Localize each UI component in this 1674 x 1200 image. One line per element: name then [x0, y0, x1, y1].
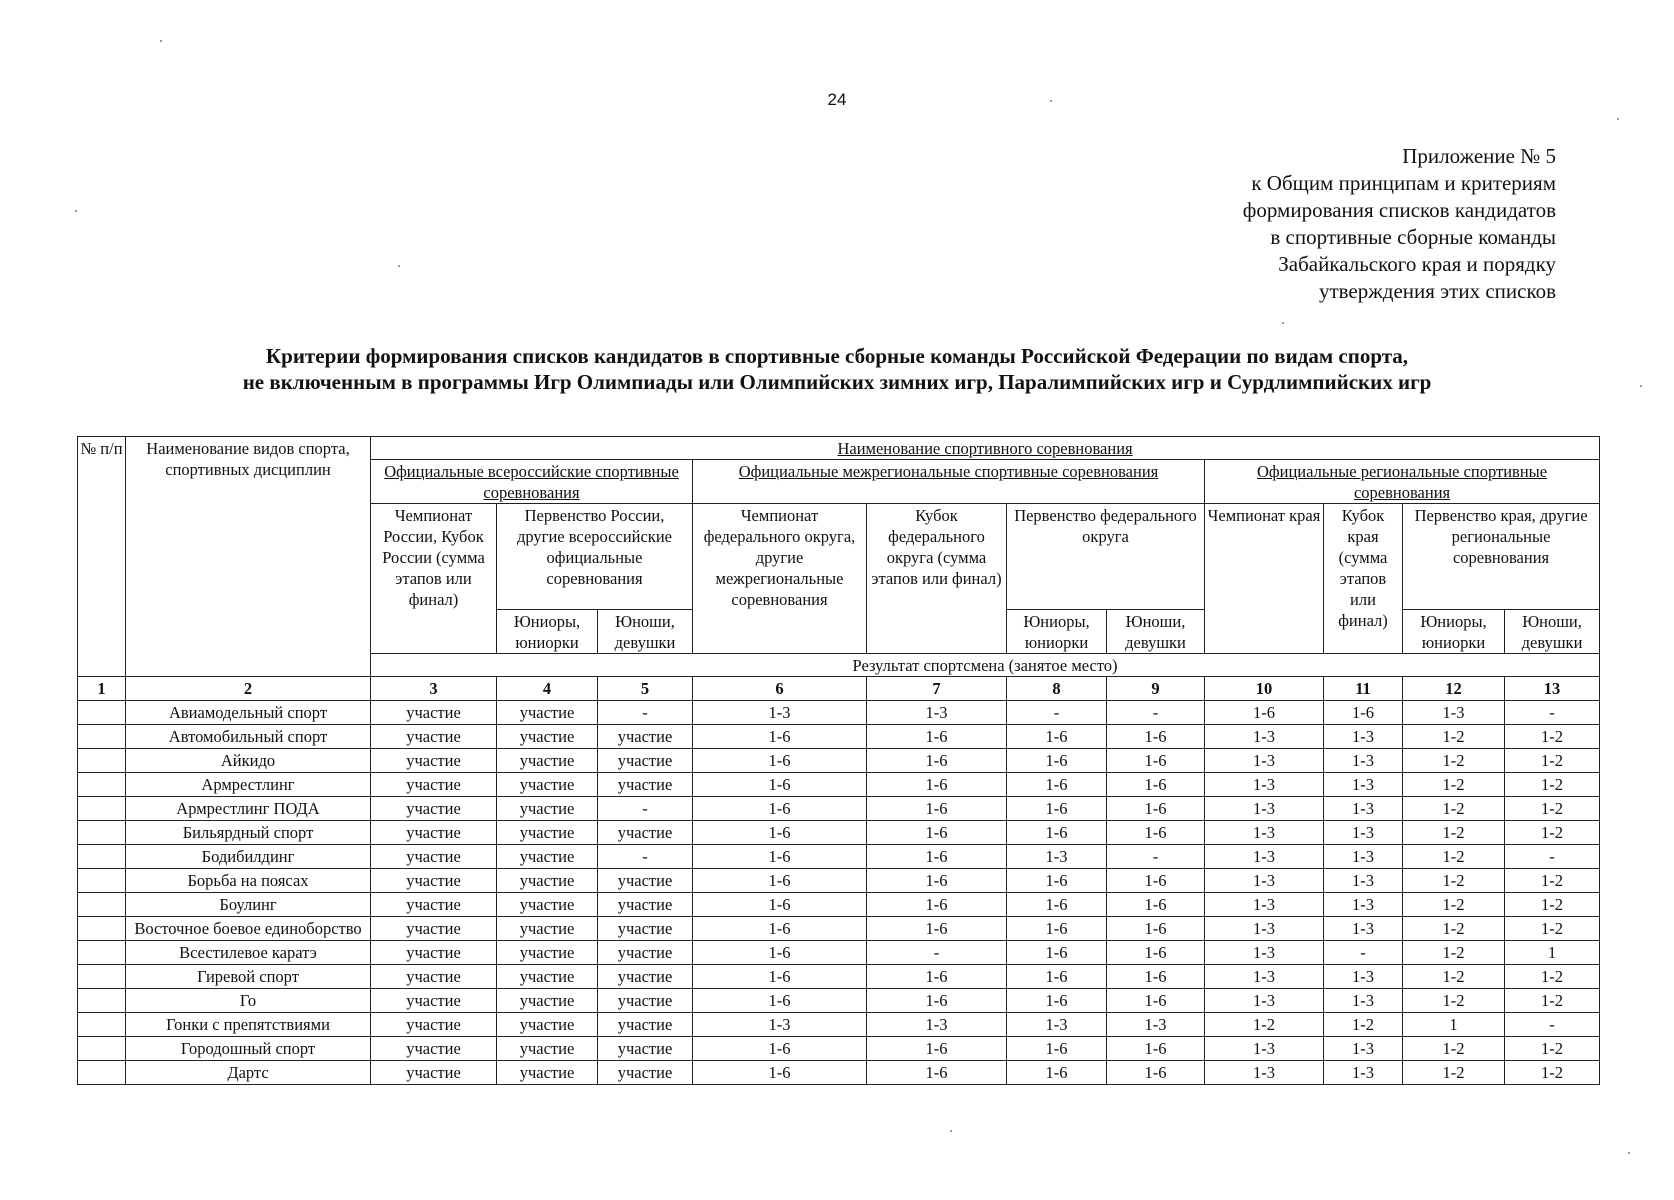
result-cell-c12: 1-2 — [1403, 1037, 1505, 1061]
title-line-2: не включенным в программы Игр Олимпиады или Олимпийских зимних игр, Паралимпийских игр и Сурдлимпийских игр — [242, 370, 1432, 394]
result-cell-c8: 1-6 — [1007, 965, 1107, 989]
criteria-table — [77, 436, 1600, 1085]
result-cell-c3: участие — [371, 749, 497, 773]
result-cell-c7: 1-6 — [867, 893, 1007, 917]
result-cell-c6: 1-6 — [693, 725, 867, 749]
row-number-cell — [78, 821, 126, 845]
header-col5: Юноши, девушки — [598, 610, 693, 654]
result-cell-c7: 1-6 — [867, 845, 1007, 869]
result-cell-c11: 1-3 — [1324, 725, 1403, 749]
result-cell-c6: 1-6 — [693, 965, 867, 989]
column-number: 11 — [1324, 677, 1403, 701]
header-group-all-russian-text: Официальные всероссийские спортивные соревнования — [384, 462, 679, 502]
result-cell-c5: - — [598, 797, 693, 821]
result-cell-c3: участие — [371, 989, 497, 1013]
result-cell-c10: 1-3 — [1205, 1037, 1324, 1061]
result-cell-c11: 1-3 — [1324, 797, 1403, 821]
result-cell-c8: 1-3 — [1007, 845, 1107, 869]
result-cell-c6: 1-6 — [693, 1037, 867, 1061]
result-cell-c7: 1-6 — [867, 797, 1007, 821]
result-cell-c10: 1-3 — [1205, 797, 1324, 821]
result-cell-c6: 1-6 — [693, 773, 867, 797]
column-number: 12 — [1403, 677, 1505, 701]
result-cell-c12: 1-2 — [1403, 821, 1505, 845]
result-cell-c13: - — [1505, 1013, 1600, 1037]
header-col89: Первенство федерального округа — [1007, 504, 1205, 610]
result-cell-c8: 1-6 — [1007, 797, 1107, 821]
result-cell-c12: 1-2 — [1403, 749, 1505, 773]
row-number-cell — [78, 869, 126, 893]
header-sport-name: Наименование видов спорта, спортивных дисциплин — [126, 437, 371, 677]
result-cell-c9: 1-6 — [1107, 893, 1205, 917]
result-cell-c3: участие — [371, 1013, 497, 1037]
result-cell-c12: 1-2 — [1403, 869, 1505, 893]
result-cell-c7: 1-3 — [867, 1013, 1007, 1037]
row-number-cell — [78, 1013, 126, 1037]
result-cell-c9: 1-6 — [1107, 797, 1205, 821]
result-cell-c7: 1-6 — [867, 821, 1007, 845]
result-cell-c4: участие — [497, 701, 598, 725]
row-number-cell — [78, 749, 126, 773]
result-cell-c12: 1-2 — [1403, 1061, 1505, 1085]
header-col1213: Первенство края, другие региональные соревнования — [1403, 504, 1600, 610]
result-cell-c8: 1-6 — [1007, 941, 1107, 965]
table-row — [78, 941, 1600, 965]
result-cell-c4: участие — [497, 941, 598, 965]
column-number: 8 — [1007, 677, 1107, 701]
sport-name-cell: Авиамодельный спорт — [126, 701, 371, 725]
row-number-cell — [78, 893, 126, 917]
result-cell-c3: участие — [371, 845, 497, 869]
table-row — [78, 869, 1600, 893]
row-number-cell — [78, 701, 126, 725]
result-cell-c13: 1-2 — [1505, 821, 1600, 845]
sport-name-cell: Гонки с препятствиями — [126, 1013, 371, 1037]
result-cell-c11: - — [1324, 941, 1403, 965]
result-cell-c8: - — [1007, 701, 1107, 725]
result-cell-c13: 1-2 — [1505, 773, 1600, 797]
sport-name-cell: Бодибилдинг — [126, 845, 371, 869]
result-cell-c11: 1-3 — [1324, 749, 1403, 773]
appendix-line: в спортивные сборные команды — [1270, 225, 1556, 249]
appendix-note — [1243, 143, 1556, 305]
result-cell-c4: участие — [497, 1061, 598, 1085]
row-number-cell — [78, 797, 126, 821]
result-cell-c9: 1-6 — [1107, 1037, 1205, 1061]
result-cell-c9: 1-6 — [1107, 749, 1205, 773]
table-row — [78, 989, 1600, 1013]
result-cell-c10: 1-3 — [1205, 941, 1324, 965]
result-cell-c8: 1-6 — [1007, 773, 1107, 797]
column-number: 4 — [497, 677, 598, 701]
result-cell-c11: 1-3 — [1324, 965, 1403, 989]
sport-name-cell: Автомобильный спорт — [126, 725, 371, 749]
result-cell-c13: 1-2 — [1505, 917, 1600, 941]
header-group-regional-text: Официальные региональные спортивные соревнования — [1257, 462, 1548, 502]
result-cell-c13: - — [1505, 701, 1600, 725]
result-cell-c4: участие — [497, 797, 598, 821]
result-cell-c9: 1-3 — [1107, 1013, 1205, 1037]
result-cell-c5: - — [598, 845, 693, 869]
result-cell-c3: участие — [371, 773, 497, 797]
result-cell-c9: 1-6 — [1107, 917, 1205, 941]
result-cell-c7: 1-6 — [867, 917, 1007, 941]
result-cell-c13: 1-2 — [1505, 1061, 1600, 1085]
table-row — [78, 893, 1600, 917]
result-cell-c5: участие — [598, 725, 693, 749]
scan-speck — [398, 265, 400, 267]
table-row — [78, 701, 1600, 725]
header-col13: Юноши, девушки — [1505, 610, 1600, 654]
table-row — [78, 797, 1600, 821]
result-cell-c5: участие — [598, 917, 693, 941]
sport-name-cell: Дартс — [126, 1061, 371, 1085]
row-number-cell — [78, 965, 126, 989]
column-number: 10 — [1205, 677, 1324, 701]
scan-speck — [1628, 1152, 1630, 1154]
result-cell-c11: 1-3 — [1324, 893, 1403, 917]
scan-speck — [950, 1130, 952, 1132]
result-cell-c6: 1-6 — [693, 749, 867, 773]
result-cell-c4: участие — [497, 1037, 598, 1061]
result-cell-c13: 1-2 — [1505, 989, 1600, 1013]
result-cell-c3: участие — [371, 1037, 497, 1061]
header-col4: Юниоры, юниорки — [497, 610, 598, 654]
result-cell-c8: 1-6 — [1007, 749, 1107, 773]
header-col6: Чемпионат федерального округа, другие межрегиональные соревнования — [693, 504, 867, 654]
result-cell-c11: 1-3 — [1324, 845, 1403, 869]
header-result: Результат спортсмена (занятое место) — [371, 654, 1600, 677]
result-cell-c11: 1-3 — [1324, 989, 1403, 1013]
result-cell-c4: участие — [497, 749, 598, 773]
result-cell-c12: 1-2 — [1403, 965, 1505, 989]
document-title — [0, 343, 1674, 395]
sport-name-cell: Айкидо — [126, 749, 371, 773]
result-cell-c6: 1-6 — [693, 1061, 867, 1085]
result-cell-c12: 1-2 — [1403, 989, 1505, 1013]
header-group-regional — [1205, 460, 1600, 504]
result-cell-c3: участие — [371, 1061, 497, 1085]
result-cell-c3: участие — [371, 869, 497, 893]
result-cell-c10: 1-3 — [1205, 1061, 1324, 1085]
row-number-cell — [78, 725, 126, 749]
result-cell-c11: 1-3 — [1324, 917, 1403, 941]
result-cell-c6: 1-6 — [693, 869, 867, 893]
result-cell-c3: участие — [371, 893, 497, 917]
sport-name-cell: Гиревой спорт — [126, 965, 371, 989]
scan-speck — [75, 210, 77, 212]
result-cell-c6: 1-3 — [693, 1013, 867, 1037]
page-number: 24 — [827, 90, 847, 109]
header-col11: Кубок края (сумма этапов или финал) — [1324, 504, 1403, 654]
result-cell-c3: участие — [371, 725, 497, 749]
table-row — [78, 821, 1600, 845]
sport-name-cell: Армрестлинг ПОДА — [126, 797, 371, 821]
result-cell-c7: 1-6 — [867, 749, 1007, 773]
column-number: 6 — [693, 677, 867, 701]
result-cell-c8: 1-6 — [1007, 989, 1107, 1013]
result-cell-c8: 1-3 — [1007, 1013, 1107, 1037]
result-cell-c5: участие — [598, 1037, 693, 1061]
result-cell-c9: 1-6 — [1107, 773, 1205, 797]
table-row — [78, 845, 1600, 869]
result-cell-c5: участие — [598, 989, 693, 1013]
result-cell-c8: 1-6 — [1007, 725, 1107, 749]
table-row — [78, 917, 1600, 941]
sport-name-cell: Борьба на поясах — [126, 869, 371, 893]
header-col3: Чемпионат России, Кубок России (сумма этапов или финал) — [371, 504, 497, 654]
title-line-1: Критерии формирования списков кандидатов в спортивные сборные команды Российской Федерации по видам спорта, — [265, 344, 1409, 368]
header-col8: Юниоры, юниорки — [1007, 610, 1107, 654]
result-cell-c11: 1-2 — [1324, 1013, 1403, 1037]
row-number-cell — [78, 773, 126, 797]
result-cell-c12: 1-3 — [1403, 701, 1505, 725]
result-cell-c3: участие — [371, 701, 497, 725]
result-cell-c9: - — [1107, 845, 1205, 869]
result-cell-c9: - — [1107, 701, 1205, 725]
header-group-interregional-text: Официальные межрегиональные спортивные соревнования — [738, 462, 1159, 481]
column-number: 7 — [867, 677, 1007, 701]
result-cell-c5: - — [598, 701, 693, 725]
result-cell-c12: 1-2 — [1403, 797, 1505, 821]
result-cell-c4: участие — [497, 845, 598, 869]
column-numbers-row — [78, 677, 1600, 701]
result-cell-c4: участие — [497, 869, 598, 893]
result-cell-c4: участие — [497, 917, 598, 941]
result-cell-c10: 1-3 — [1205, 917, 1324, 941]
table-row — [78, 725, 1600, 749]
table-row — [78, 749, 1600, 773]
result-cell-c6: 1-6 — [693, 989, 867, 1013]
result-cell-c11: 1-3 — [1324, 773, 1403, 797]
result-cell-c10: 1-3 — [1205, 989, 1324, 1013]
result-cell-c13: 1-2 — [1505, 965, 1600, 989]
scan-speck — [160, 40, 162, 42]
result-cell-c6: 1-6 — [693, 917, 867, 941]
header-group-all-russian — [371, 460, 693, 504]
result-cell-c9: 1-6 — [1107, 821, 1205, 845]
result-cell-c5: участие — [598, 869, 693, 893]
result-cell-c4: участие — [497, 1013, 598, 1037]
result-cell-c10: 1-3 — [1205, 965, 1324, 989]
sport-name-cell: Армрестлинг — [126, 773, 371, 797]
result-cell-c5: участие — [598, 893, 693, 917]
result-cell-c12: 1-2 — [1403, 725, 1505, 749]
column-number: 3 — [371, 677, 497, 701]
result-cell-c13: 1-2 — [1505, 797, 1600, 821]
table-row — [78, 1013, 1600, 1037]
row-number-cell — [78, 917, 126, 941]
result-cell-c10: 1-3 — [1205, 893, 1324, 917]
result-cell-c8: 1-6 — [1007, 917, 1107, 941]
criteria-table-body — [78, 701, 1600, 1085]
result-cell-c13: 1-2 — [1505, 893, 1600, 917]
sport-name-cell: Боулинг — [126, 893, 371, 917]
result-cell-c4: участие — [497, 989, 598, 1013]
table-row — [78, 965, 1600, 989]
result-cell-c5: участие — [598, 749, 693, 773]
result-cell-c5: участие — [598, 1061, 693, 1085]
sport-name-cell: Го — [126, 989, 371, 1013]
result-cell-c3: участие — [371, 821, 497, 845]
result-cell-c3: участие — [371, 797, 497, 821]
appendix-line: формирования списков кандидатов — [1242, 198, 1556, 222]
table-row — [78, 1061, 1600, 1085]
result-cell-c6: 1-6 — [693, 941, 867, 965]
result-cell-c4: участие — [497, 725, 598, 749]
result-cell-c5: участие — [598, 965, 693, 989]
result-cell-c8: 1-6 — [1007, 1037, 1107, 1061]
result-cell-c10: 1-3 — [1205, 749, 1324, 773]
result-cell-c10: 1-3 — [1205, 845, 1324, 869]
header-col45: Первенство России, другие всероссийские официальные соревнования — [497, 504, 693, 610]
header-competition-text: Наименование спортивного соревнования — [837, 439, 1133, 458]
scan-speck — [1640, 385, 1642, 387]
result-cell-c12: 1-2 — [1403, 845, 1505, 869]
result-cell-c10: 1-3 — [1205, 725, 1324, 749]
result-cell-c7: 1-6 — [867, 965, 1007, 989]
result-cell-c7: 1-6 — [867, 869, 1007, 893]
sport-name-cell: Бильярдный спорт — [126, 821, 371, 845]
row-number-cell — [78, 989, 126, 1013]
result-cell-c7: - — [867, 941, 1007, 965]
result-cell-c8: 1-6 — [1007, 821, 1107, 845]
result-cell-c7: 1-6 — [867, 989, 1007, 1013]
header-competition — [371, 437, 1600, 460]
result-cell-c13: 1-2 — [1505, 1037, 1600, 1061]
result-cell-c12: 1-2 — [1403, 941, 1505, 965]
result-cell-c13: 1-2 — [1505, 869, 1600, 893]
result-cell-c7: 1-3 — [867, 701, 1007, 725]
sport-name-cell: Городошный спорт — [126, 1037, 371, 1061]
result-cell-c13: 1 — [1505, 941, 1600, 965]
header-num: № п/п — [78, 437, 126, 677]
result-cell-c11: 1-6 — [1324, 701, 1403, 725]
header-col9: Юноши, девушки — [1107, 610, 1205, 654]
table-row — [78, 773, 1600, 797]
result-cell-c7: 1-6 — [867, 725, 1007, 749]
result-cell-c4: участие — [497, 773, 598, 797]
column-number: 13 — [1505, 677, 1600, 701]
row-number-cell — [78, 941, 126, 965]
result-cell-c10: 1-3 — [1205, 821, 1324, 845]
result-cell-c3: участие — [371, 965, 497, 989]
scan-speck — [1617, 118, 1619, 120]
result-cell-c9: 1-6 — [1107, 725, 1205, 749]
row-number-cell — [78, 1037, 126, 1061]
result-cell-c11: 1-3 — [1324, 1061, 1403, 1085]
sport-name-cell: Всестилевое каратэ — [126, 941, 371, 965]
result-cell-c12: 1-2 — [1403, 893, 1505, 917]
row-number-cell — [78, 1061, 126, 1085]
result-cell-c12: 1-2 — [1403, 917, 1505, 941]
result-cell-c11: 1-3 — [1324, 1037, 1403, 1061]
appendix-line: к Общим принципам и критериям — [1251, 171, 1556, 195]
result-cell-c6: 1-6 — [693, 845, 867, 869]
result-cell-c10: 1-3 — [1205, 869, 1324, 893]
column-number: 1 — [78, 677, 126, 701]
appendix-line: Забайкальского края и порядку — [1278, 252, 1556, 276]
result-cell-c9: 1-6 — [1107, 869, 1205, 893]
sport-name-cell: Восточное боевое единоборство — [126, 917, 371, 941]
result-cell-c7: 1-6 — [867, 773, 1007, 797]
header-col7: Кубок федерального округа (сумма этапов или финал) — [867, 504, 1007, 654]
result-cell-c12: 1 — [1403, 1013, 1505, 1037]
result-cell-c6: 1-6 — [693, 821, 867, 845]
result-cell-c9: 1-6 — [1107, 965, 1205, 989]
result-cell-c13: 1-2 — [1505, 749, 1600, 773]
header-col12: Юниоры, юниорки — [1403, 610, 1505, 654]
result-cell-c5: участие — [598, 821, 693, 845]
result-cell-c7: 1-6 — [867, 1061, 1007, 1085]
column-number: 2 — [126, 677, 371, 701]
result-cell-c5: участие — [598, 773, 693, 797]
result-cell-c3: участие — [371, 941, 497, 965]
result-cell-c8: 1-6 — [1007, 1061, 1107, 1085]
result-cell-c4: участие — [497, 965, 598, 989]
result-cell-c3: участие — [371, 917, 497, 941]
table-row — [78, 1037, 1600, 1061]
header-group-interregional — [693, 460, 1205, 504]
header-col10: Чемпионат края — [1205, 504, 1324, 654]
appendix-line: Приложение № 5 — [1402, 144, 1556, 168]
result-cell-c10: 1-3 — [1205, 773, 1324, 797]
result-cell-c13: - — [1505, 845, 1600, 869]
scan-speck — [1282, 322, 1284, 324]
result-cell-c6: 1-6 — [693, 797, 867, 821]
column-number: 5 — [598, 677, 693, 701]
result-cell-c8: 1-6 — [1007, 869, 1107, 893]
result-cell-c11: 1-3 — [1324, 869, 1403, 893]
result-cell-c7: 1-6 — [867, 1037, 1007, 1061]
column-number: 9 — [1107, 677, 1205, 701]
result-cell-c8: 1-6 — [1007, 893, 1107, 917]
appendix-line: утверждения этих списков — [1318, 279, 1556, 303]
result-cell-c4: участие — [497, 893, 598, 917]
result-cell-c13: 1-2 — [1505, 725, 1600, 749]
result-cell-c6: 1-3 — [693, 701, 867, 725]
result-cell-c9: 1-6 — [1107, 1061, 1205, 1085]
row-number-cell — [78, 845, 126, 869]
result-cell-c11: 1-3 — [1324, 821, 1403, 845]
result-cell-c6: 1-6 — [693, 893, 867, 917]
scan-speck — [1050, 100, 1052, 102]
result-cell-c9: 1-6 — [1107, 941, 1205, 965]
result-cell-c9: 1-6 — [1107, 989, 1205, 1013]
result-cell-c12: 1-2 — [1403, 773, 1505, 797]
result-cell-c5: участие — [598, 941, 693, 965]
result-cell-c4: участие — [497, 821, 598, 845]
result-cell-c10: 1-6 — [1205, 701, 1324, 725]
result-cell-c10: 1-2 — [1205, 1013, 1324, 1037]
result-cell-c5: участие — [598, 1013, 693, 1037]
